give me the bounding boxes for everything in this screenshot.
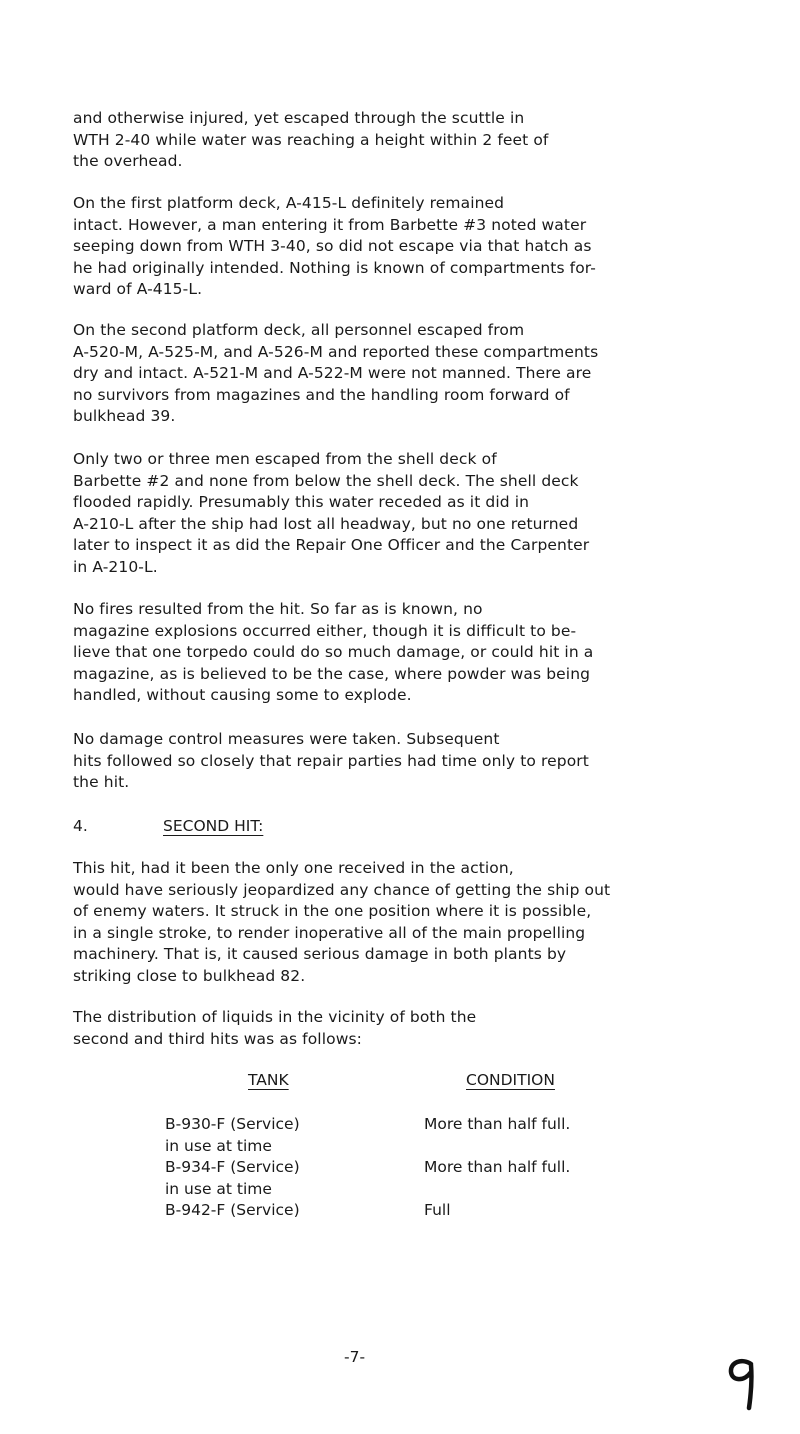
tank-column-header: TANK [248, 1071, 289, 1089]
tank-condition-cell: More than half full. [424, 1115, 571, 1133]
tank-condition-cell: More than half full. [424, 1158, 571, 1176]
paragraph-shell-deck: Only two or three men escaped from the shell deck of Barbette #2 and none from below the shell deck. The shell deck flooded rapidly. Presumably this water receded as it did in A-210-L after the ship had lost all headway, but no one returned later to inspect it as did the Repair One Officer and the Carpenter in A-210-L. [73, 450, 590, 576]
paragraph-no-fires: No fires resulted from the hit. So far as is known, no magazine explosions occurred either, though it is difficult to be- lieve that one torpedo could do so much damage, or could hit in a magazine, as is believed to be the case, where powder was being handled, without causing some to explode. [73, 600, 594, 704]
paragraph-second-hit: This hit, had it been the only one received in the action, would have seriously jeopardized any chance of getting the ship out of enemy waters. It struck in the one position where it is possible, in a single stroke, to render inoperative all of the main propelling machinery. That is, it caused serious damage in both plants by striking close to bulkhead 82. [73, 859, 611, 985]
paragraph-first-platform-deck: On the first platform deck, A-415-L definitely remained intact. However, a man entering it from Barbette #3 noted water seeping down from WTH 3-40, so did not escape via that hatch as he had originally intended. Nothing is known of compartments for- ward of A-415-L. [73, 194, 596, 298]
section-number: 4. [73, 817, 88, 835]
tank-name-cell: B-934-F (Service) in use at time [165, 1158, 300, 1198]
paragraph-damage-control: No damage control measures were taken. Subsequent hits followed so closely that repair parties had time only to report the hit. [73, 730, 589, 791]
page-number: -7- [344, 1348, 366, 1366]
tank-name-cell: B-942-F (Service) [165, 1201, 300, 1219]
paragraph-injured-escape: and otherwise injured, yet escaped through the scuttle in WTH 2-40 while water was reaching a height within 2 feet of the overhead. [73, 109, 549, 170]
paragraph-liquid-distribution: The distribution of liquids in the vicinity of both the second and third hits was as follows: [73, 1008, 477, 1048]
handwritten-page-mark [724, 1356, 764, 1412]
paragraph-second-platform-deck: On the second platform deck, all personnel escaped from A-520-M, A-525-M, and A-526-M and reported these compartments dry and intact. A-521-M and A-522-M were not manned. There are no survivors from magazines and the handling room forward of bulkhead 39. [73, 321, 599, 425]
condition-column-header: CONDITION [466, 1071, 555, 1089]
tank-condition-cell: Full [424, 1201, 451, 1219]
section-title: SECOND HIT: [163, 817, 264, 835]
tank-name-cell: B-930-F (Service) in use at time [165, 1115, 300, 1155]
